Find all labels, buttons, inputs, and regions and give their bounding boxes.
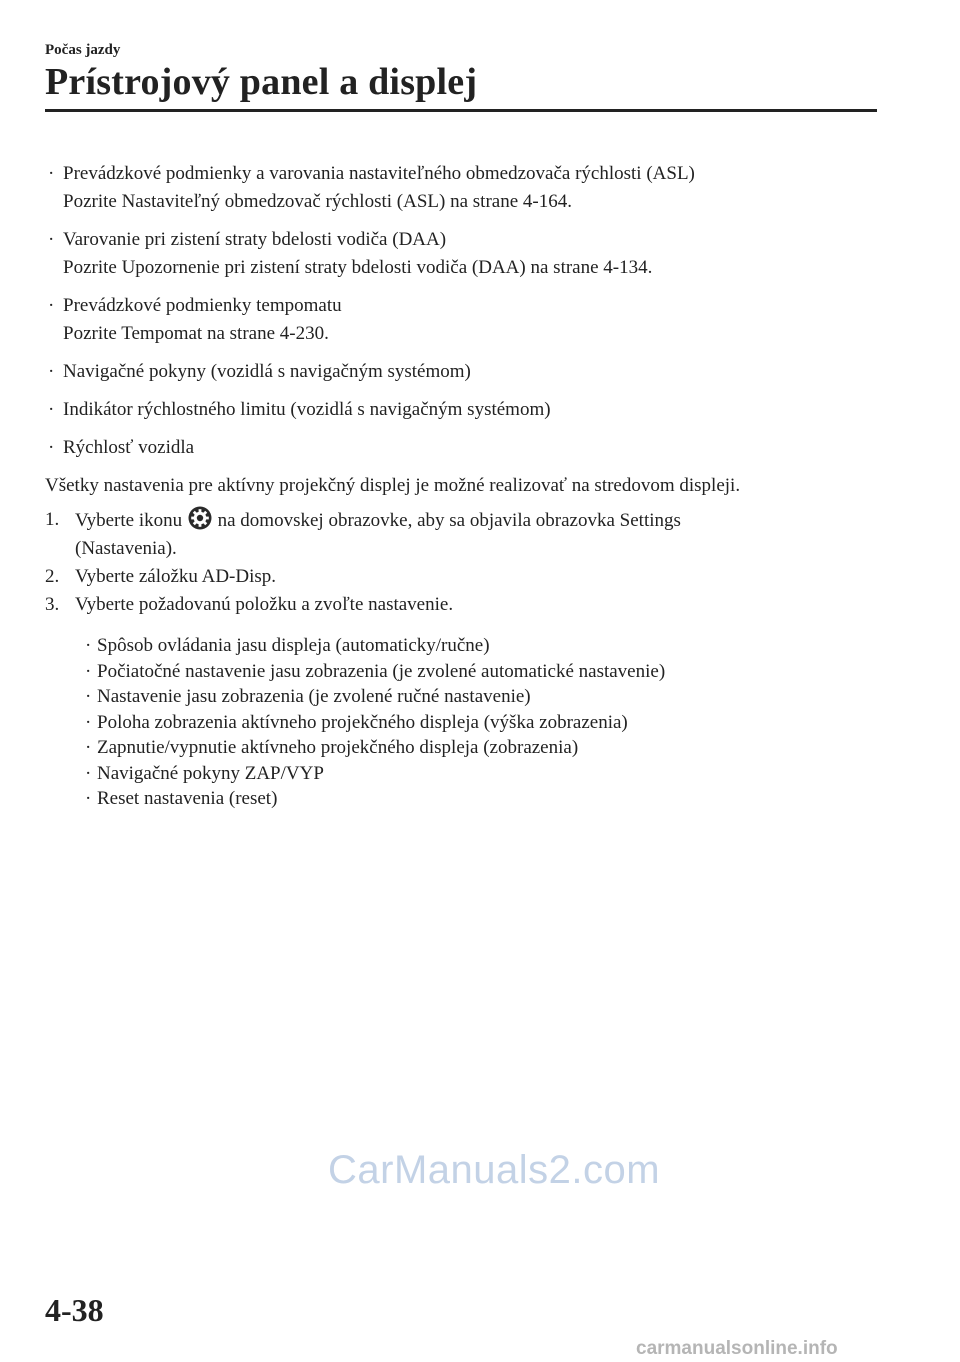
list-item [85, 786, 885, 812]
bullet-dot: · [85, 660, 92, 682]
step-number: 2. [45, 566, 60, 587]
page-number: 4-38 [45, 1292, 104, 1328]
bullet-dot: · [48, 361, 55, 382]
list-item [85, 761, 885, 787]
bullet-dot: · [85, 686, 92, 707]
step-item [45, 563, 885, 591]
bullet-item [45, 358, 885, 386]
list-item-text: Reset nastavenia (reset) [97, 788, 278, 809]
page-content [45, 160, 885, 812]
bullet-dot: · [48, 229, 55, 250]
bullet-item [45, 226, 885, 282]
list-item [85, 659, 885, 685]
bullet-dot: · [85, 635, 92, 656]
step-number: 1. [45, 509, 60, 530]
title-divider [45, 109, 877, 112]
list-item-text: Zapnutie/vypnutie aktívneho projekčného displeja (zobrazenia) [97, 737, 579, 758]
bullet-line: Rýchlosť vozidla [63, 437, 195, 458]
list-item [85, 684, 885, 710]
bullet-line: Prevádzkové podmienky tempomatu [63, 295, 342, 316]
bullet-reference: Pozrite Upozornenie pri zistení straty bdelosti vodiča (DAA) na strane 4-134. [63, 257, 653, 278]
footer-site-watermark: carmanualsonline.info [636, 1338, 838, 1359]
bullet-dot: · [85, 737, 92, 758]
list-item [85, 735, 885, 761]
list-item-text: Poloha zobrazenia aktívneho projekčného displeja (výška zobrazenia) [97, 711, 628, 733]
bullet-item [45, 160, 885, 216]
list-item-text: Počiatočné nastavenie jasu zobrazenia (je zvolené automatické nastavenie) [97, 660, 666, 682]
bullet-line: Indikátor rýchlostného limitu (vozidlá s navigačným systémom) [63, 399, 551, 420]
step-text: na domovskej obrazovke, aby sa objavila obrazovka Settings [217, 510, 681, 531]
bullet-dot: · [85, 762, 92, 784]
step-item [45, 506, 885, 563]
settings-option-list [45, 633, 885, 812]
bullet-line: Varovanie pri zistení straty bdelosti vodiča (DAA) [63, 229, 447, 250]
list-item-text: Navigačné pokyny ZAP/VYP [97, 762, 324, 784]
bullet-dot: · [85, 788, 92, 809]
bullet-item [45, 292, 885, 348]
list-item [85, 710, 885, 736]
step-text: Vyberte ikonu [75, 510, 183, 531]
step-text: Vyberte záložku AD-Disp. [75, 566, 277, 587]
bullet-dot: · [48, 163, 55, 184]
bullet-line: Navigačné pokyny (vozidlá s navigačným systémom) [63, 361, 471, 382]
bullet-item [45, 396, 885, 424]
step-continuation: (Nastavenia). [75, 538, 177, 559]
bullet-reference: Pozrite Nastaviteľný obmedzovač rýchlosti (ASL) na strane 4-164. [63, 191, 572, 212]
page-title: Prístrojový panel a displej [45, 61, 478, 103]
settings-gear-icon [188, 506, 212, 530]
step-number: 3. [45, 594, 60, 615]
bullet-line: Prevádzkové podmienky a varovania nastaviteľného obmedzovača rýchlosti (ASL) [63, 163, 695, 184]
list-item [85, 633, 885, 659]
step-item [45, 591, 885, 619]
bullet-item [45, 434, 885, 462]
bullet-dot: · [48, 399, 55, 420]
bullet-dot: · [48, 437, 55, 458]
section-label: Počas jazdy [45, 42, 121, 58]
watermark: CarManuals2.com [328, 1148, 661, 1192]
bullet-dot: · [85, 711, 92, 733]
intro-paragraph: Všetky nastavenia pre aktívny projekčný displej je možné realizovať na stredovom displeji. [45, 475, 741, 496]
list-item-text: Spôsob ovládania jasu displeja (automaticky/ručne) [97, 635, 490, 656]
list-item-text: Nastavenie jasu zobrazenia (je zvolené ručné nastavenie) [97, 686, 531, 707]
bullet-reference: Pozrite Tempomat na strane 4-230. [63, 323, 329, 344]
bullet-dot: · [48, 295, 55, 316]
step-text: Vyberte požadovanú položku a zvoľte nastavenie. [75, 594, 454, 615]
